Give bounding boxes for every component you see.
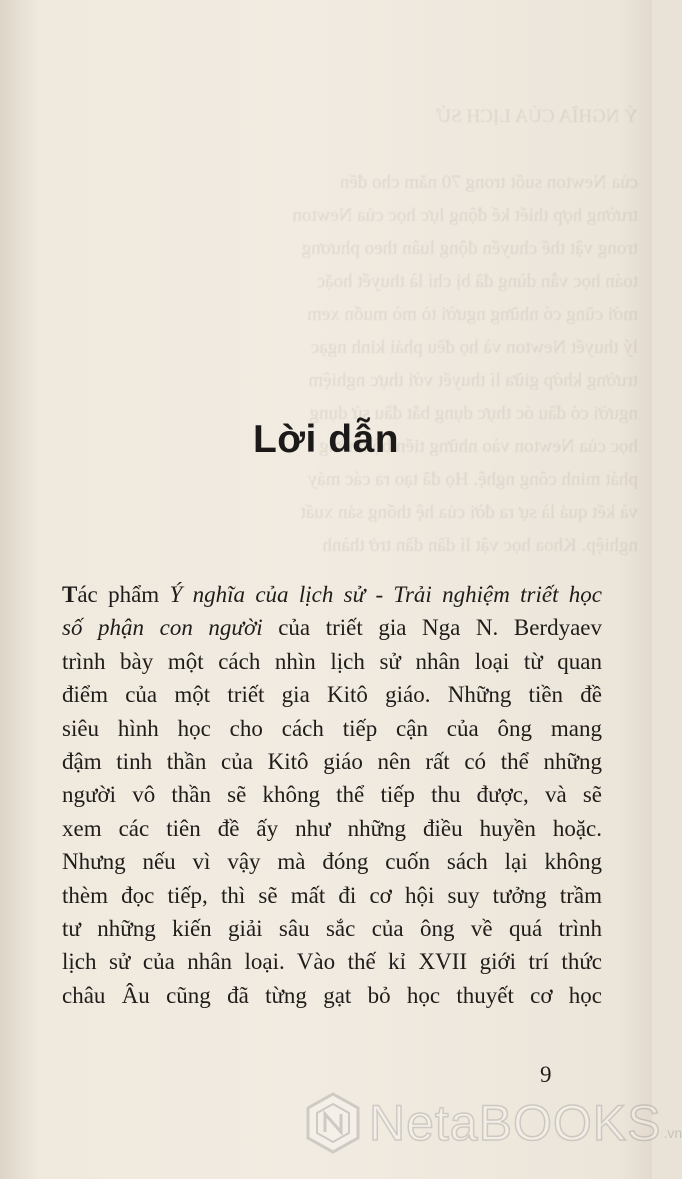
page-number: 9 <box>540 1062 552 1087</box>
text-line: thèm đọc tiếp, thì sẽ mất đi cơ hội suy tưởng trầm <box>62 882 602 908</box>
text-line: người vô thần sẽ không thể tiếp thu được, và sẽ <box>62 782 602 808</box>
watermark <box>305 1092 682 1154</box>
watermark-suffix: .vn <box>663 1125 682 1141</box>
text-line: tư những kiến giải sâu sắc của ông về quá trình <box>62 916 602 942</box>
text-line: đậm tinh thần của Kitô giáo nên rất có thể những <box>62 749 602 775</box>
text-line: siêu hình học cho cách tiếp cận của ông mang <box>62 715 602 741</box>
text-line: điểm của một triết gia Kitô giáo. Những tiền đề <box>62 682 602 708</box>
text-line: số phận con người của triết gia Nga N. Berdyaev <box>62 615 602 641</box>
show-through-text: Ý NGHĨA CỦA LỊCH SỬ của Newton suốt trong 70 năm cho đến trường hợp thiết kế động lực học của Newton trong vật thể chuyển động luân theo phương toán học vẫn dùng đã bị chỉ là thuyết hoặc mới cũng có những người tò mò muốn xem lý thuyết Newton và họ đều phải kinh ngạc trường khớp giữa lí thuyết với thực nghiệm người có đầu óc thực dụng bắt đầu sử dụng học của Newton vào những tiến bộ những phát minh công nghệ. Họ đã tạo ra các máy và kết quả là sự ra đời của hệ thống sản xuất nghiệp. Khoa học vật lí dần dần trở thành <box>292 106 638 556</box>
body-paragraph <box>62 578 602 1012</box>
drop-cap-letter: T <box>62 582 78 607</box>
text-line: Nhưng nếu vì vậy mà đóng cuốn sách lại không <box>62 849 602 875</box>
watermark-brand: NetaBOOKS <box>369 1095 662 1151</box>
text-line: châu Âu cũng đã từng gạt bỏ học thuyết cơ học <box>62 982 602 1008</box>
text-line: lịch sử của nhân loại. Vào thế kỉ XVII giới trí thức <box>62 949 602 975</box>
text-line: xem các tiên đề ấy như những điều huyền hoặc. <box>62 815 602 841</box>
netabooks-logo-icon <box>305 1092 361 1154</box>
text-line: trình bày một cách nhìn lịch sử nhân loại từ quan <box>62 648 602 674</box>
text-line: Tác phẩm Ý nghĩa của lịch sử - Trải nghiệm triết học <box>62 582 602 607</box>
page-title: Lời dẫn <box>252 418 400 461</box>
